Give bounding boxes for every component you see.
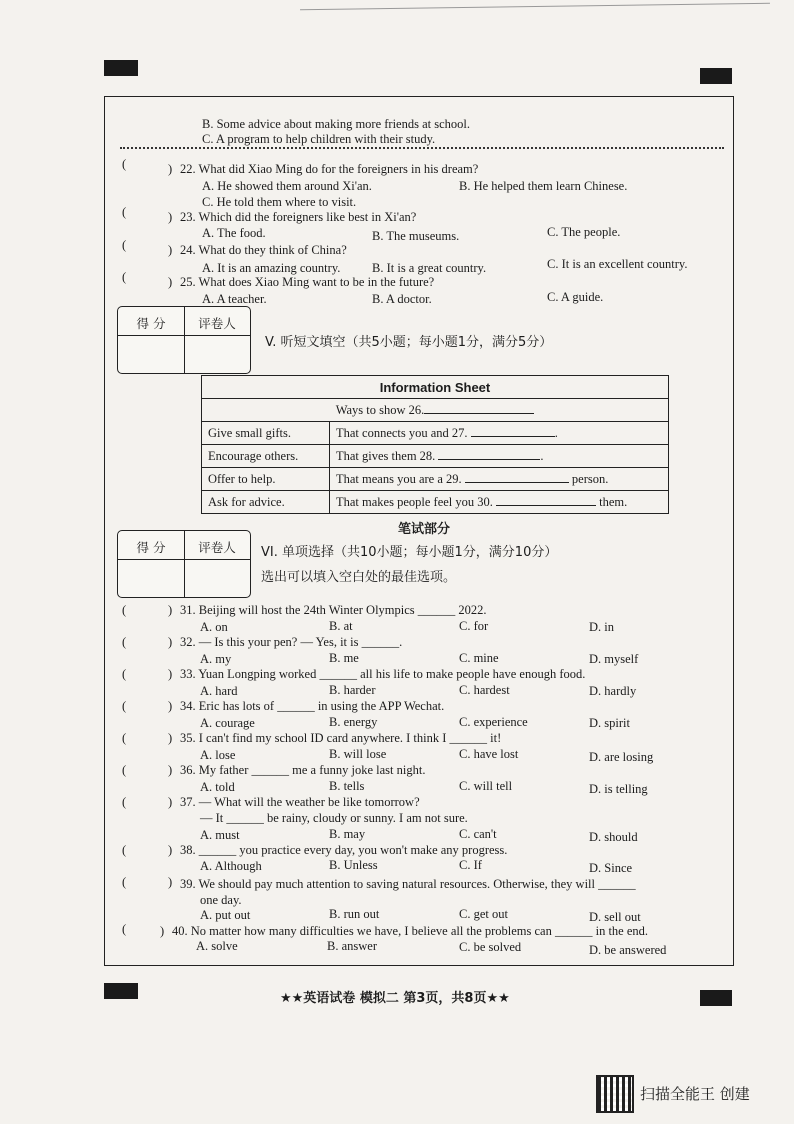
scanner-watermark: 扫描全能王 创建 [640, 1085, 750, 1103]
prev-option-c: C. A program to help children with their study. [202, 132, 436, 146]
answer-paren-close: ) [168, 243, 173, 257]
qr-code-icon [596, 1075, 634, 1113]
info-sheet-subtitle: Ways to show 26. [202, 399, 669, 422]
question-24: 24. What do they think of China? [180, 243, 347, 257]
q23-option-a: A. The food. [202, 226, 266, 240]
question-25: 25. What does Xiao Ming want to be in the future? [180, 275, 435, 289]
answer-paren-open: ( [122, 238, 127, 252]
row-right-cell: That connects you and 27. . [330, 422, 669, 445]
answer-paren-open: ( [122, 205, 127, 219]
q25-option-b: B. A doctor. [372, 292, 432, 306]
row-right-cell: That makes people feel you 30. them. [330, 491, 669, 514]
page-footer: ★★英语试卷 模拟二 第3页，共8页★★ [280, 991, 510, 1006]
registration-mark-top-left [104, 60, 138, 76]
grader-label: 评卷人 [198, 316, 236, 331]
q24-option-a: A. It is an amazing country. [202, 261, 341, 275]
dotted-divider [120, 147, 724, 149]
question-23: 23. Which did the foreigners like best in Xi'an? [180, 210, 417, 224]
top-edge-line [300, 3, 770, 11]
table-row [202, 422, 669, 445]
row-left-cell: Give small gifts. [202, 422, 330, 445]
table-row [202, 468, 669, 491]
row-left-cell: Ask for advice. [202, 491, 330, 514]
info-sheet-title: Information Sheet [202, 376, 669, 399]
section-5-title: V. 听短文填空（共5小题；每小题1分，满分5分） [265, 335, 553, 350]
row-right-cell: That gives them 28. . [330, 445, 669, 468]
table-row [202, 445, 669, 468]
answer-paren-open: ( [122, 157, 127, 171]
row-left-cell: Offer to help. [202, 468, 330, 491]
row-left-cell: Encourage others. [202, 445, 330, 468]
q23-option-c: C. The people. [547, 225, 621, 239]
q24-option-b: B. It is a great country. [372, 261, 487, 275]
section-6-instruction: 选出可以填入空白处的最佳选项。 [261, 570, 457, 585]
q22-option-b: B. He helped them learn Chinese. [459, 179, 628, 193]
q25-option-c: C. A guide. [547, 290, 604, 304]
score-box-section-6 [117, 530, 251, 598]
q22-option-c: C. He told them where to visit. [202, 195, 357, 209]
registration-mark-top-right [700, 68, 732, 84]
score-label: 得 分 [136, 540, 166, 555]
registration-mark-bottom-left [104, 983, 138, 999]
answer-paren-close: ) [168, 210, 173, 224]
registration-mark-bottom-right [700, 990, 732, 1006]
information-sheet-table [201, 375, 669, 514]
score-box-section-5 [117, 306, 251, 374]
question-22: 22. What did Xiao Ming do for the foreigners in his dream? [180, 162, 479, 176]
answer-paren-close: ) [168, 162, 173, 176]
prev-option-b: B. Some advice about making more friends at school. [202, 117, 470, 131]
q25-option-a: A. A teacher. [202, 292, 267, 306]
score-label: 得 分 [136, 316, 166, 331]
q24-option-c: C. It is an excellent country. [547, 257, 688, 271]
exam-page: B. Some advice about making more friends at school. C. A program to help children with their study. ( ) 22. What did Xiao Ming do for the foreigners in his dream? A. He showed them around Xi'an. B. He helped them learn Chinese. C. He told them where to visit. ( ) 23. Which did the foreigners like best in Xi'an? A. The food. B. The museums. C. The people. ( ) 24. What do they think of China? A. It is an amazing country. B. It is a great country. C. It is an excellent country. ( ) 25. What does Xiao Ming want to be in the future? A. A teacher. B. A doctor. C. A guide. 得 分 评卷人 V. 听短文填空（共5小题；每小题1分，满分5分） Information Sheet Ways to show 26. Give small gifts. That connects you and 27. . Encourage others. That gives them 28. . Offer to help. That means you are a 29. person. Ask for advice. That makes people feel you 30. them. 笔试部分 得 分 评卷人 VI. 单项选择（共10小题；每小题1分，满分10分） 选出可以填入空白处的最佳选项。 ( ) 31. Beijing will host the 24th Winter Olympics ______ 2022. A. on B. at C. for D. in ( ) 32. — Is this your pen? — Yes, it is ______. A. my B. me C. mine D. myself ( ) 33. Yuan Longping worked ______ all his life to make people have enough food. A. hard B. harder C. hardest D. hardly ( ) 34. Eric has lots of ______ in using the APP Wechat. A. courage B. energy C. experience D. spirit ( ) 35. I can't find my school ID card anywhere. I think I ______ it! A. lose B. will lose C. have lost D. are losing ( ) 36. My father ______ me a funny joke last night. A. told B. tells C. will tell D. is telling ( ) 37. — What will the weather be like tomorrow? — It ______ be rainy, cloudy or sunny. I am not sure. A. must B. may C. can't D. should ( ) 38. ______ you practice every day, you won't make any progress. A. Although B. Unless C. If D. Since ( ) 39. We should pay much attention to saving natural resources. Otherwise, they will ______ one day. A. put out B. run out C. get out D. sell out ( ) 40. No matter how many difficulties we have, I believe all the problems can ______ in the end. A. solve B. answer C. be solved D. be answered ★★英语试卷 模拟二 第3页，共8页★★ 扫描全能王 创建 [0, 0, 794, 1124]
answer-paren-open: ( [122, 270, 127, 284]
row-right-cell: That means you are a 29. person. [330, 468, 669, 491]
section-6-title: VI. 单项选择（共10小题；每小题1分，满分10分） [261, 545, 558, 560]
q22-option-a: A. He showed them around Xi'an. [202, 179, 372, 193]
written-part-title: 笔试部分 [398, 522, 451, 537]
answer-paren-close: ) [168, 275, 173, 289]
grader-label: 评卷人 [198, 540, 236, 555]
q23-option-b: B. The museums. [372, 229, 460, 243]
table-row [202, 491, 669, 514]
